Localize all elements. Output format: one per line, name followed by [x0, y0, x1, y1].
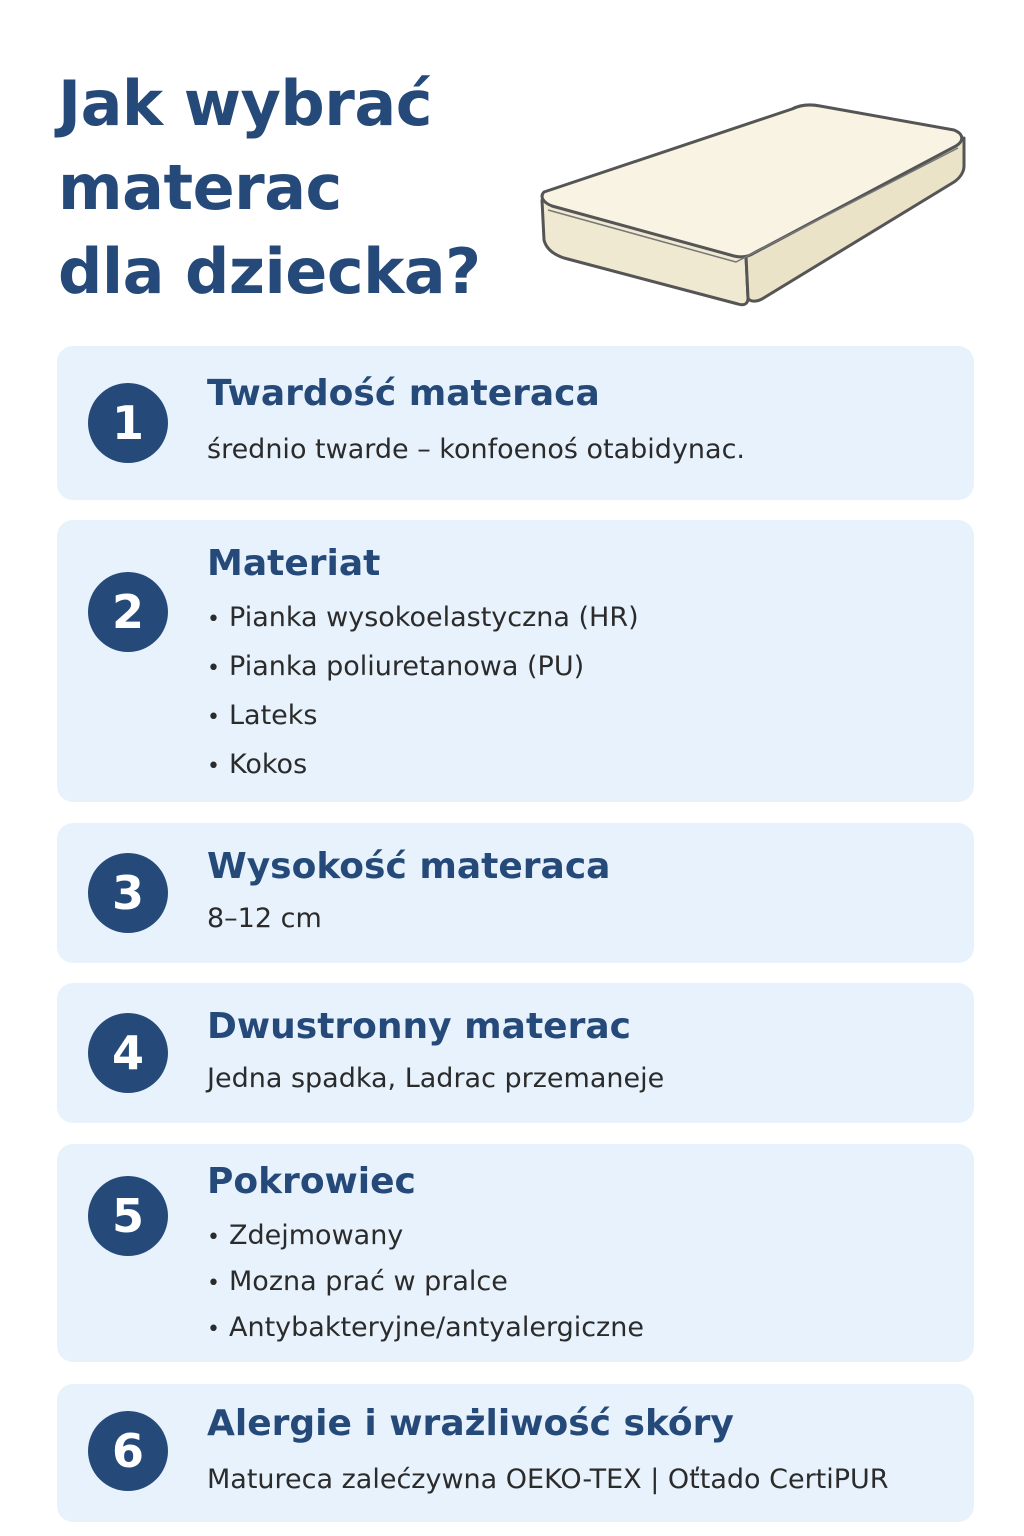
list-item: • Antybakteryjne/antyalergiczne — [207, 1306, 644, 1352]
step-number-badge: 2 — [88, 572, 168, 652]
list-item: • Zdejmowany — [207, 1214, 644, 1260]
list-item: • Lateks — [207, 692, 639, 741]
list-item: • Mozna prać w pralce — [207, 1260, 644, 1306]
mattress-illustration — [530, 96, 970, 312]
card-title: Wysokość materaca — [207, 846, 611, 887]
card-description: Matureca zalećzywna OEKO-TEX | Oťtado CertiPUR — [207, 1464, 889, 1495]
card-hardness — [57, 346, 974, 500]
material-list — [207, 594, 639, 790]
card-title: Dwustronny materac — [207, 1006, 631, 1047]
card-height — [57, 823, 974, 963]
card-description: Jedna spadka, Ladrac przemaneje — [207, 1063, 665, 1094]
card-two-sided — [57, 983, 974, 1123]
card-title: Twardość materaca — [207, 373, 600, 414]
cover-list — [207, 1214, 644, 1352]
step-number-badge: 6 — [88, 1411, 168, 1491]
step-number-badge: 1 — [88, 383, 168, 463]
list-item: • Kokos — [207, 741, 639, 790]
card-description: średnio twarde – konfoenoś otabidynac. — [207, 434, 746, 465]
page-title-line-3: dla dziecka? — [58, 235, 481, 308]
card-allergies — [57, 1384, 974, 1522]
card-material — [57, 520, 974, 802]
card-description: 8–12 cm — [207, 903, 322, 934]
step-number-badge: 4 — [88, 1013, 168, 1093]
card-cover — [57, 1144, 974, 1362]
page-title — [58, 62, 481, 314]
page-title-line-2: materac — [58, 151, 342, 224]
card-title: Materiat — [207, 543, 381, 584]
step-number-badge: 5 — [88, 1176, 168, 1256]
card-title: Pokrowiec — [207, 1161, 416, 1202]
card-title: Alergie i wrażliwość skóry — [207, 1403, 734, 1444]
step-number-badge: 3 — [88, 853, 168, 933]
page-title-line-1: Jak wybrać — [58, 67, 432, 140]
list-item: • Pianka wysokoelastyczna (HR) — [207, 594, 639, 643]
list-item: • Pianka poliuretanowa (PU) — [207, 643, 639, 692]
